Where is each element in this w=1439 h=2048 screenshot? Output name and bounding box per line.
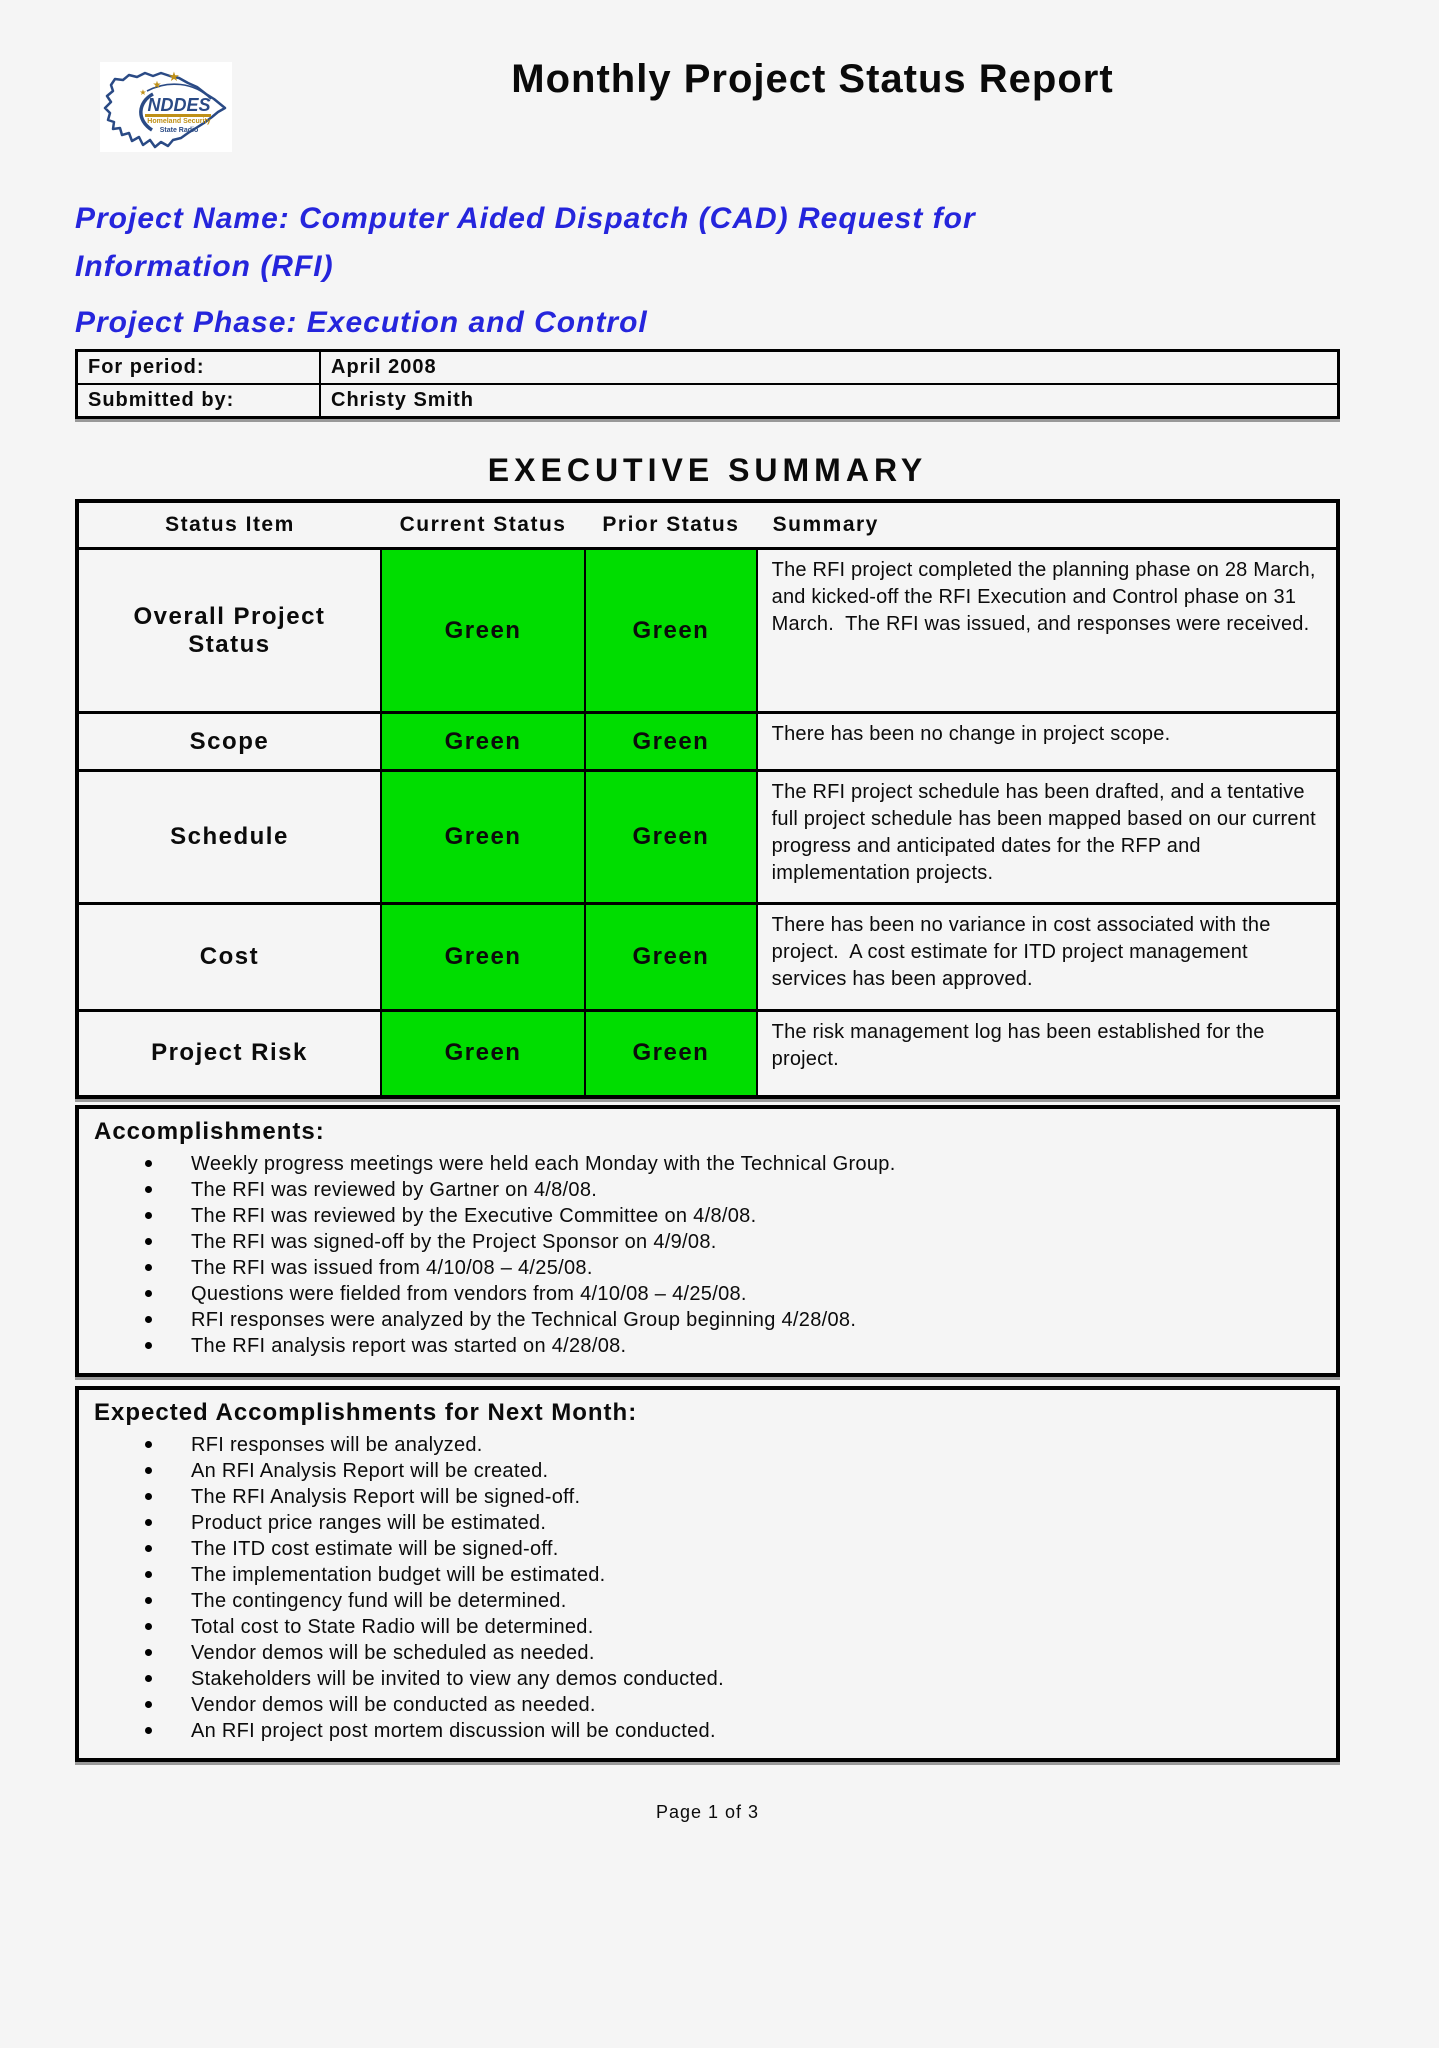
bullet-item: The RFI analysis report was started on 4/28/08. (79, 1333, 1326, 1359)
logo-org-text: NDDES (147, 95, 211, 115)
meta-row-submitted-by (77, 384, 1339, 418)
bullet-item: Vendor demos will be scheduled as needed. (79, 1640, 1326, 1666)
summary-cell: There has been no change in project scope. (757, 713, 1338, 771)
expected-accomplishments-box (75, 1386, 1340, 1762)
bullet-item: The RFI Analysis Report will be signed-off. (79, 1484, 1326, 1510)
status-item-cell: Schedule (77, 771, 381, 904)
current-status-cell: Green (381, 904, 585, 1011)
bullet-item: Total cost to State Radio will be determined. (79, 1614, 1326, 1640)
meta-label: Submitted by: (77, 384, 321, 418)
prior-status-cell: Green (585, 549, 756, 713)
status-row-project-risk (77, 1011, 1338, 1097)
meta-value: Christy Smith (320, 384, 1339, 418)
status-header-row (77, 501, 1338, 549)
meta-label: For period: (77, 351, 321, 385)
bullet-item: The ITD cost estimate will be signed-off. (79, 1536, 1326, 1562)
status-table (75, 499, 1340, 1099)
bullet-item: The RFI was issued from 4/10/08 – 4/25/08. (79, 1255, 1326, 1281)
bullet-item: Product price ranges will be estimated. (79, 1510, 1326, 1536)
current-status-cell: Green (381, 1011, 585, 1097)
status-row-overall (77, 549, 1338, 713)
report-title: Monthly Project Status Report (511, 57, 1114, 101)
bullet-item: Stakeholders will be invited to view any demos conducted. (79, 1666, 1326, 1692)
summary-cell: The RFI project completed the planning phase on 28 March, and kicked-off the RFI Execution and Control phase on 31 March. The RFI was issued, and responses were received. (757, 549, 1338, 713)
accomplishments-box (75, 1105, 1340, 1377)
summary-cell: The RFI project schedule has been drafted, and a tentative full project schedule has been mapped based on our current progress and anticipated dates for the RFP and implementation projects. (757, 771, 1338, 904)
prior-status-cell: Green (585, 713, 756, 771)
project-name-line2: Information (RFI) (75, 250, 334, 283)
project-headings (75, 195, 1340, 343)
bullet-item: The RFI was signed-off by the Project Sponsor on 4/9/08. (79, 1229, 1326, 1255)
bullet-item: The contingency fund will be determined. (79, 1588, 1326, 1614)
col-header-summary: Summary (757, 501, 1338, 549)
executive-summary-title: EXECUTIVE SUMMARY (487, 452, 928, 488)
status-row-cost (77, 904, 1338, 1011)
svg-text:★: ★ (139, 88, 147, 97)
meta-row-period (77, 351, 1339, 385)
project-name-line1: Project Name: Computer Aided Dispatch (CAD) Request for (75, 202, 976, 235)
col-header-current-status: Current Status (381, 501, 585, 549)
status-item-cell: Cost (77, 904, 381, 1011)
current-status-cell: Green (381, 549, 585, 713)
bullet-item: Questions were fielded from vendors from 4/10/08 – 4/25/08. (79, 1281, 1326, 1307)
prior-status-cell: Green (585, 771, 756, 904)
svg-text:★: ★ (168, 69, 180, 84)
prior-status-cell: Green (585, 1011, 756, 1097)
bullet-item: The RFI was reviewed by the Executive Committee on 4/8/08. (79, 1203, 1326, 1229)
current-status-cell: Green (381, 771, 585, 904)
col-header-prior-status: Prior Status (585, 501, 756, 549)
prior-status-cell: Green (585, 904, 756, 1011)
current-status-cell: Green (381, 713, 585, 771)
svg-text:★: ★ (152, 80, 162, 91)
logo-tagline1: Homeland Security (147, 118, 211, 125)
page-footer: Page 1 of 3 (655, 1801, 760, 1822)
accomplishments-title: Accomplishments: (94, 1117, 325, 1145)
status-row-schedule (77, 771, 1338, 904)
col-header-status-item: Status Item (77, 501, 381, 549)
bullet-item: The RFI was reviewed by Gartner on 4/8/08. (79, 1177, 1326, 1203)
status-item-cell: Overall Project Status (77, 549, 381, 713)
meta-value: April 2008 (320, 351, 1339, 385)
summary-cell: There has been no variance in cost associated with the project. A cost estimate for ITD project management services has been approved. (757, 904, 1338, 1011)
arrowhead-icon (100, 62, 232, 152)
bullet-item: The implementation budget will be estimated. (79, 1562, 1326, 1588)
bullet-item: RFI responses were analyzed by the Technical Group beginning 4/28/08. (79, 1307, 1326, 1333)
bullet-item: An RFI Analysis Report will be created. (79, 1458, 1326, 1484)
bullet-item: Vendor demos will be conducted as needed. (79, 1692, 1326, 1718)
summary-cell: The risk management log has been established for the project. (757, 1011, 1338, 1097)
bullet-item: An RFI project post mortem discussion will be conducted. (79, 1718, 1326, 1744)
expected-accomplishments-list (79, 1432, 1326, 1744)
status-item-cell: Scope (77, 713, 381, 771)
logo-tagline2: State Radio (159, 127, 199, 134)
bullet-item: Weekly progress meetings were held each Monday with the Technical Group. (79, 1151, 1326, 1177)
status-row-scope (77, 713, 1338, 771)
nddes-logo (100, 62, 232, 152)
meta-table (75, 349, 1340, 419)
status-item-cell: Project Risk (77, 1011, 381, 1097)
project-phase: Project Phase: Execution and Control (75, 306, 648, 339)
expected-accomplishments-title: Expected Accomplishments for Next Month: (94, 1398, 638, 1426)
accomplishments-list (79, 1151, 1326, 1359)
bullet-item: RFI responses will be analyzed. (79, 1432, 1326, 1458)
